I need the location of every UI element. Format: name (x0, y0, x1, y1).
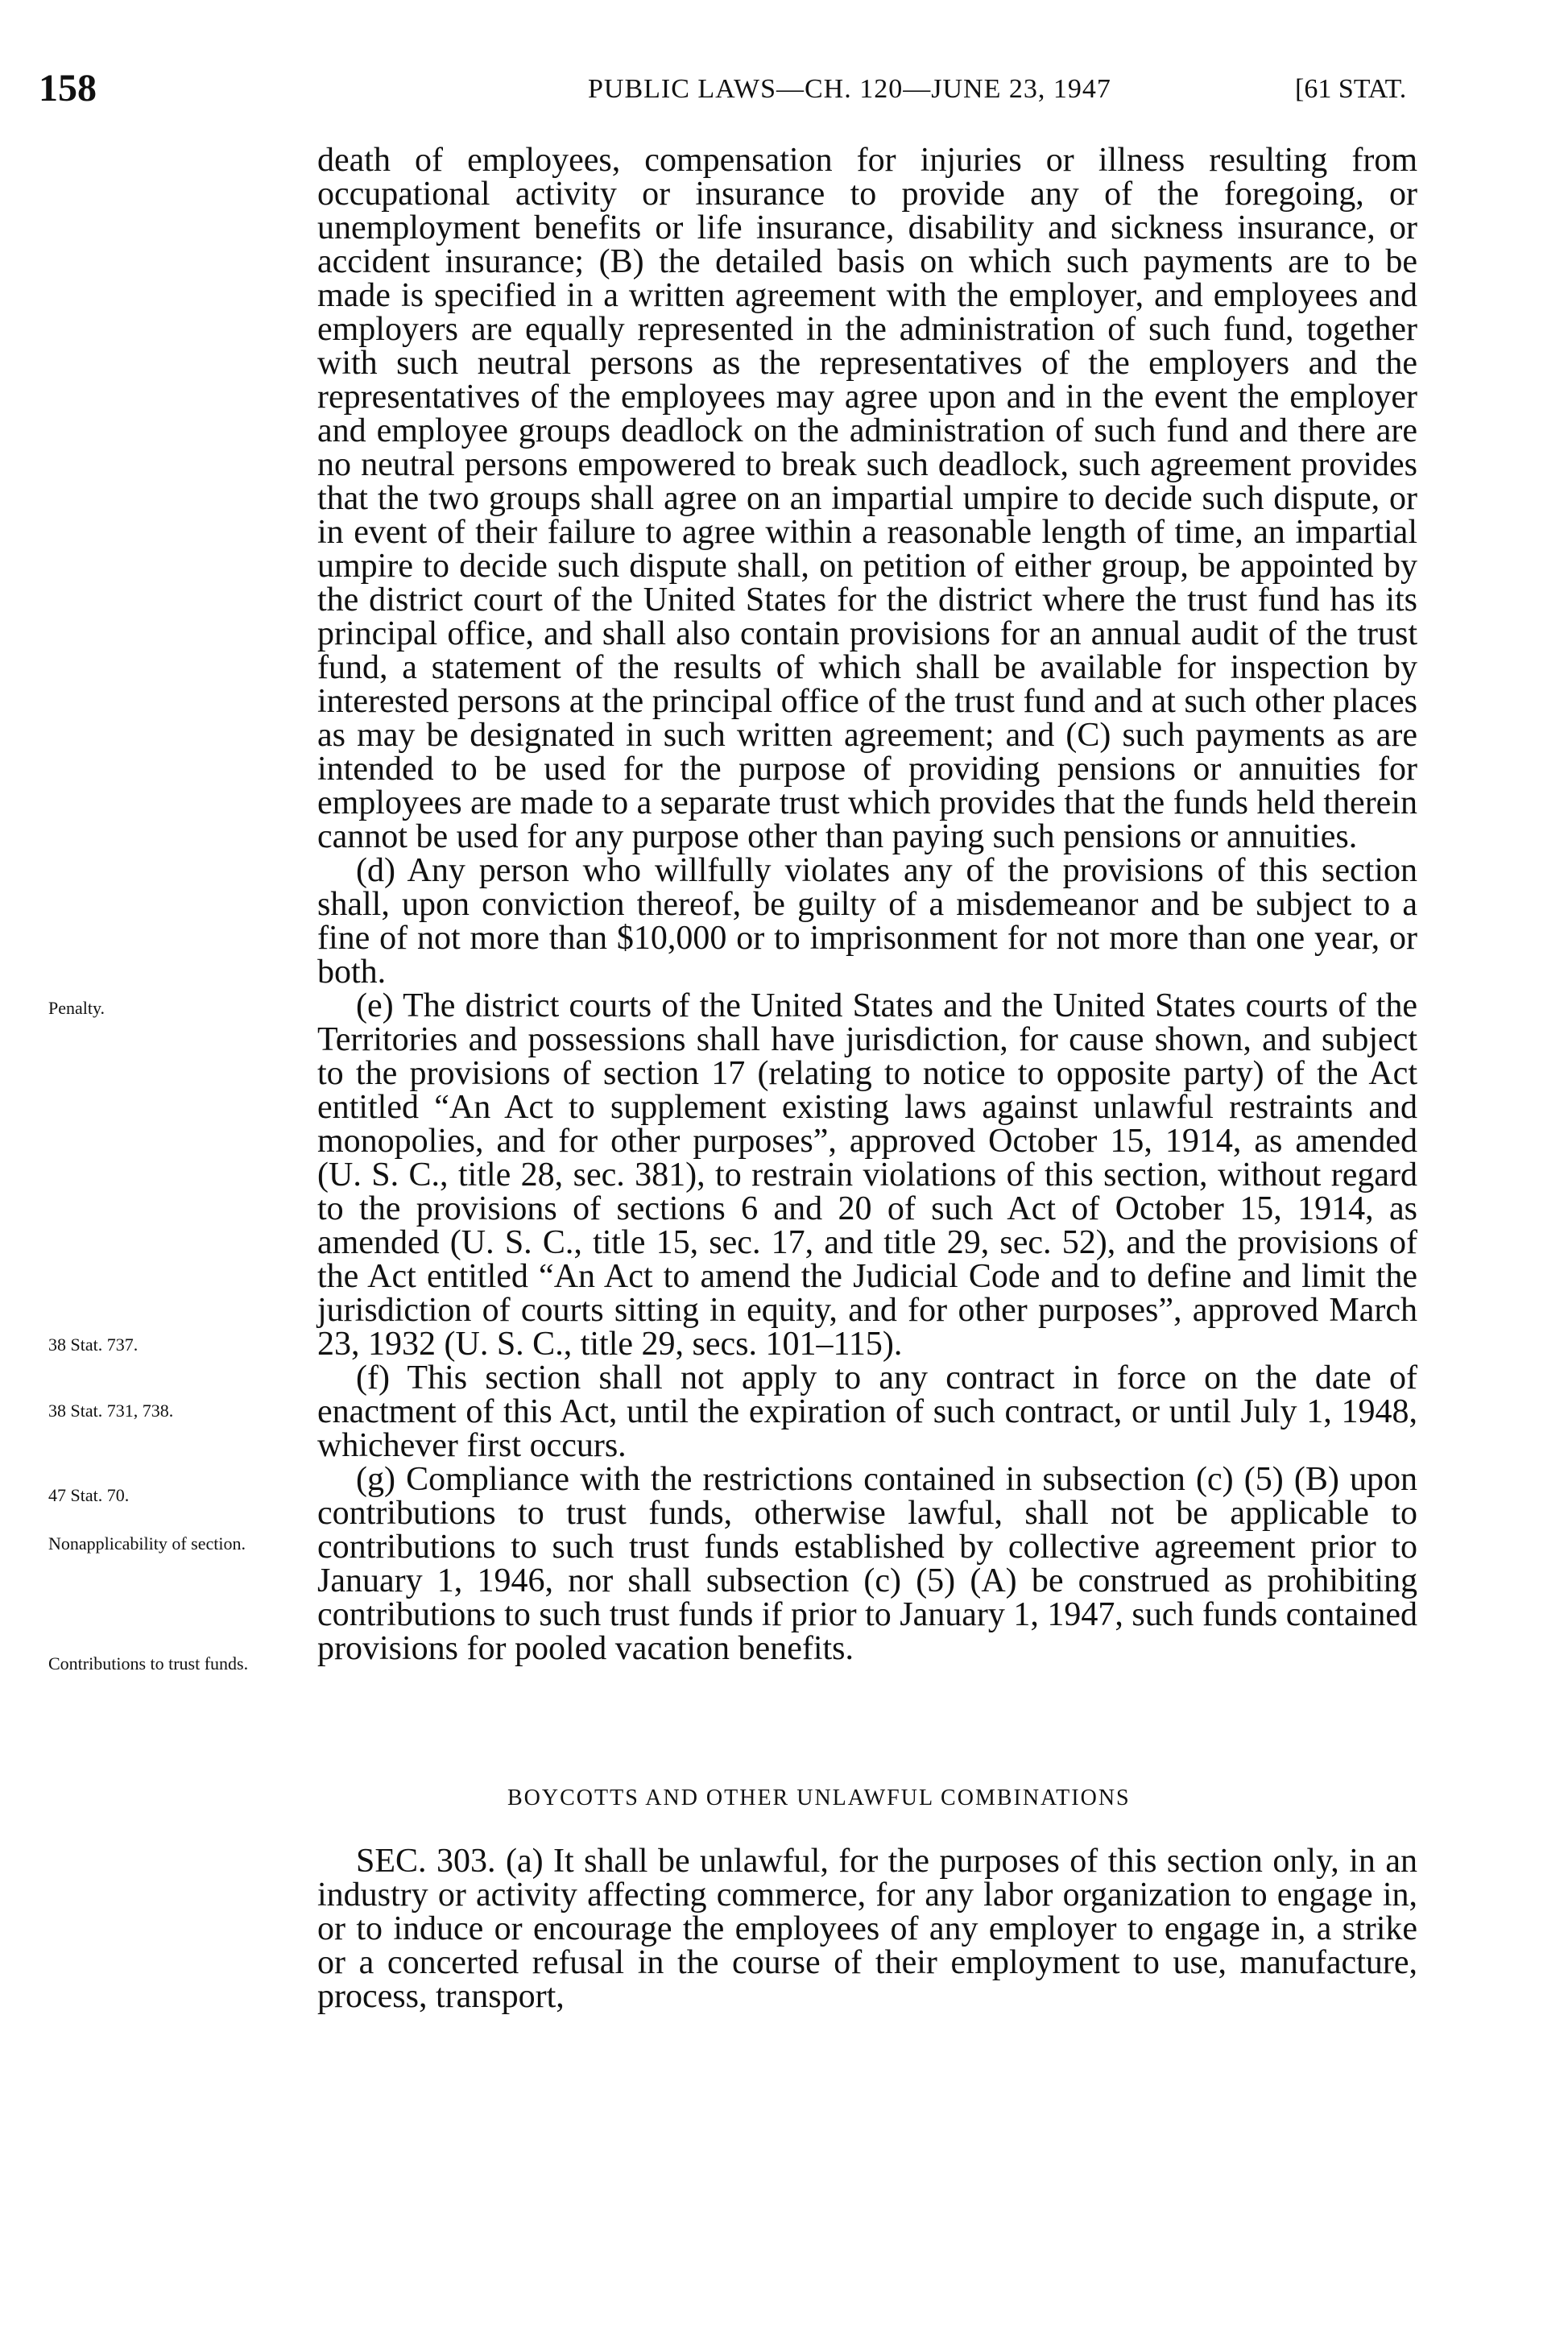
page-number: 158 (39, 67, 97, 110)
statute-reference: [61 STAT. (1295, 74, 1407, 104)
paragraph-e: (e) The district courts of the United States and the United States courts of the Territories and possessions shall have jurisdiction, for cause shown, and subject to the provisions of section 17 (relating to notice to opposite party) of the Act entitled “An Act to supplement existing laws against unlawful restraints and monopolies, and for other purposes”, approved October 15, 1914, as amended (U. S. C., title 28, sec. 381), to restrain violations of this section, without regard to the provisions of sections 6 and 20 of such Act of October 15, 1914, as amended (U. S. C., title 15, sec. 17, and title 29, sec. 52), and the provisions of the Act entitled “An Act to amend the Judicial Code and to define and limit the jurisdiction of courts sitting in equity, and for other purposes”, approved March 23, 1932 (U. S. C., title 29, secs. 101–115). (317, 987, 1417, 1363)
section-heading: BOYCOTTS AND OTHER UNLAWFUL COMBINATIONS (507, 1785, 1131, 1810)
continuation-paragraph: death of employees, compensation for injuries or illness resulting from occupational activity or insurance to provide any of the foregoing, or unemployment benefits or life insurance, disability and sickness insurance, or accident insurance; (B) the detailed basis on which such payments are to be made is specified in a written agreement with the employer, and employees and employers are equally represented in the administration of such fund, together with such neutral persons as the representatives of the employers and the representatives of the employees may agree upon and in the event the employer and employee groups deadlock on the administration of such fund and there are no neutral persons empowered to break such deadlock, such agreement provides that the two groups shall agree on an impartial umpire to decide such dispute, or in event of their failure to agree within a reasonable length of time, an impartial umpire to decide such dispute shall, on petition of either group, be appointed by the district court of the United States for the district where the trust fund has its principal office, and shall also contain provisions for an annual audit of the trust fund, a statement of the results of which shall be available for inspection by interested persons at the principal office of the trust fund and at such other places as may be designated in such written agreement; and (C) such payments as are intended to be used for the purpose of providing pensions or annuities for employees are made to a separate trust which provides that the funds held therein cannot be used for any purpose other than paying such pensions or annuities. (317, 142, 1417, 855)
margin-note-38-stat-731: 38 Stat. 731, 738. (48, 1401, 174, 1421)
main-text-column (317, 143, 1417, 1665)
paragraph-g: (g) Compliance with the restrictions contained in subsection (c) (5) (B) upon contributions to trust funds, otherwise lawful, shall not be applicable to contributions to such trust funds established by collective agreement prior to January 1, 1946, nor shall subsection (c) (5) (A) be construed as prohibiting contributions to such trust funds if prior to January 1, 1947, such funds contained provisions for pooled vacation benefits. (317, 1461, 1417, 1667)
paragraph-d: (d) Any person who willfully violates any of the provisions of this section shall, upon conviction thereof, be guilty of a misdemeanor and be subject to a fine of not more than $10,000 or to imprisonment for not more than one year, or both. (317, 852, 1417, 991)
margin-note-47-stat-70: 47 Stat. 70. (48, 1485, 130, 1505)
section-303-block (317, 1844, 1417, 2013)
margin-note-38-stat-737: 38 Stat. 737. (48, 1334, 139, 1355)
section-303-paragraph: SEC. 303. (a) It shall be unlawful, for the purposes of this section only, in an industry or activity affecting commerce, for any labor organization to engage in, or to induce or encourage the employees of any employer to engage in, a strike or a concerted refusal in the course of their employment to use, manufacture, process, transport, (317, 1843, 1417, 2015)
running-title: PUBLIC LAWS—CH. 120—JUNE 23, 1947 (588, 74, 1111, 104)
margin-note-penalty: Penalty. (48, 998, 105, 1018)
paragraph-f: (f) This section shall not apply to any contract in force on the date of enactment of this Act, until the expiration of such contract, or until July 1, 1948, whichever first occurs. (317, 1359, 1417, 1464)
page-header (0, 66, 1568, 122)
margin-note-nonapplicability: Nonapplicability of section. (48, 1533, 246, 1554)
margin-note-contributions: Contributions to trust funds. (48, 1653, 249, 1674)
